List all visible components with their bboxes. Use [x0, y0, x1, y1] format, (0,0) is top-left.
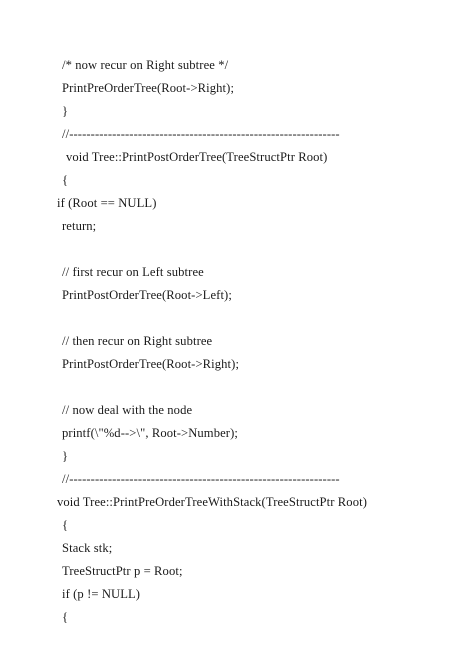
code-line: //--------------------------------------------------------------- [62, 127, 340, 141]
code-line: /* now recur on Right subtree */ [62, 58, 229, 72]
code-line: // first recur on Left subtree [62, 265, 204, 279]
code-line: PrintPreOrderTree(Root->Right); [62, 81, 235, 95]
code-line: { [62, 173, 69, 187]
code-line: if (p != NULL) [62, 587, 141, 601]
code-line: { [62, 610, 69, 624]
code-line: void Tree::PrintPreOrderTreeWithStack(TreeStructPtr Root) [57, 495, 367, 509]
code-line: // then recur on Right subtree [62, 334, 213, 348]
code-line: TreeStructPtr p = Root; [62, 564, 183, 578]
code-line: void Tree::PrintPostOrderTree(TreeStructPtr Root) [66, 150, 328, 164]
code-line: return; [62, 219, 97, 233]
code-line: } [62, 449, 69, 463]
code-line: Stack stk; [62, 541, 113, 555]
code-line: PrintPostOrderTree(Root->Right); [62, 357, 240, 371]
code-line: printf(\"%d-->\", Root->Number); [62, 426, 238, 440]
code-line: if (Root == NULL) [57, 196, 157, 210]
code-line: { [62, 518, 69, 532]
code-line: //--------------------------------------------------------------- [62, 472, 340, 486]
code-line: PrintPostOrderTree(Root->Left); [62, 288, 232, 302]
code-line: // now deal with the node [62, 403, 193, 417]
code-line: } [62, 104, 69, 118]
